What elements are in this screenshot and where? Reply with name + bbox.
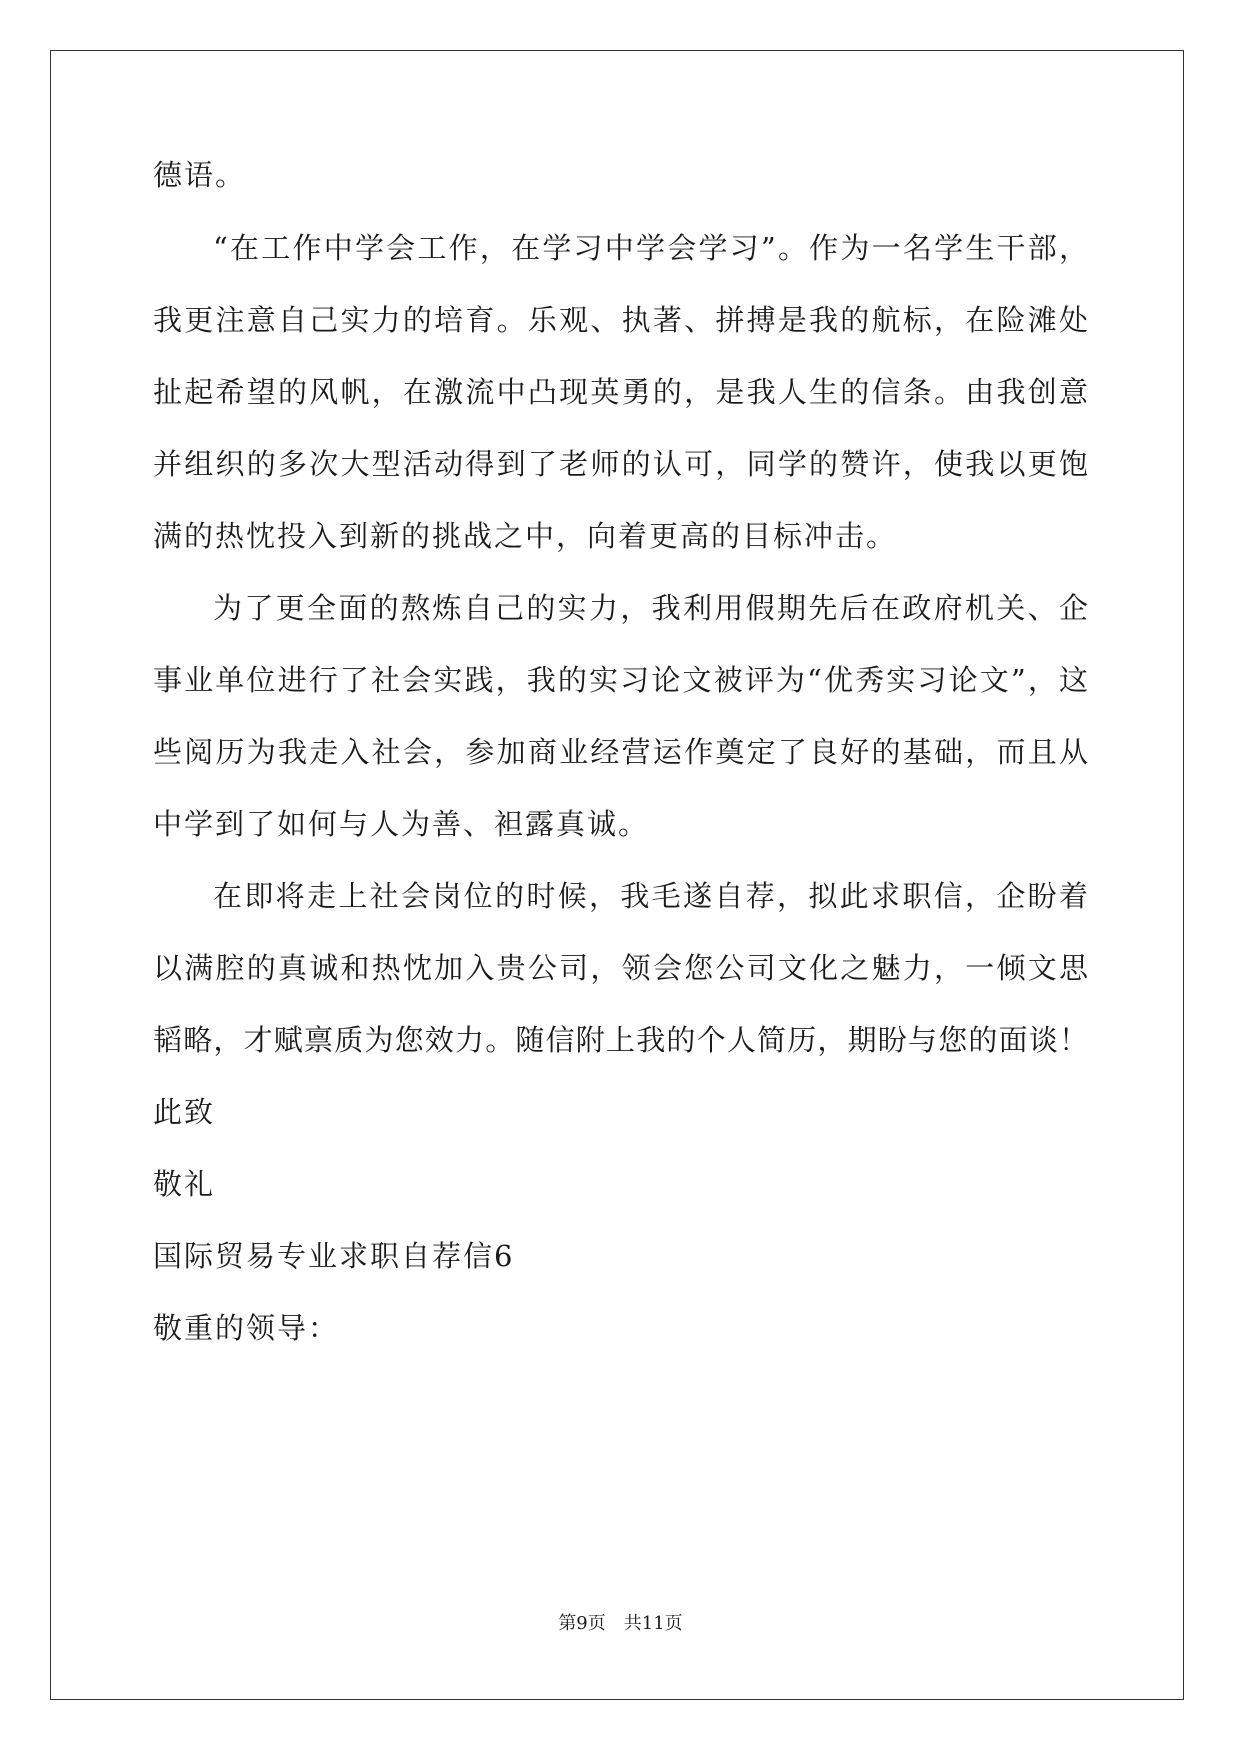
paragraph-start-line: 在即将走上社会岗位的时候，我毛遂自荐，拟此求职信，企盼着 <box>213 879 1088 913</box>
page-border <box>50 50 1184 1700</box>
page-number: 第9页 共11页 <box>558 1613 683 1634</box>
text-line: 中学到了如何与人为善、袒露真诚。 <box>153 807 650 841</box>
paragraph-start-line: “在工作中学会工作，在学习中学会学习”。作为一名学生干部， <box>213 231 1088 265</box>
letter-greeting: 敬重的领导： <box>153 1311 340 1345</box>
text-line: 满的热忱投入到新的挑战之中，向着更高的目标冲击。 <box>153 519 898 553</box>
closing-salutation: 此致 <box>153 1095 216 1129</box>
closing-regards: 敬礼 <box>153 1167 216 1201</box>
text-line: 以满腔的真诚和热忱加入贵公司，领会您公司文化之魅力，一倾文思 <box>153 951 1088 985</box>
text-line: 些阅历为我走入社会，参加商业经营运作奠定了良好的基础，而且从 <box>153 735 1088 769</box>
text-line: 扯起希望的风帆，在激流中凸现英勇的，是我人生的信条。由我创意 <box>153 375 1088 409</box>
text-line: 我更注意自己实力的培育。乐观、执著、拼搏是我的航标，在险滩处 <box>153 303 1088 337</box>
text-line: 德语。 <box>153 158 247 192</box>
text-line: 韬略，才赋禀质为您效力。随信附上我的个人简历，期盼与您的面谈！ <box>153 1023 1088 1057</box>
page-footer <box>0 1612 1241 1636</box>
text-line: 事业单位进行了社会实践，我的实习论文被评为“优秀实习论文”，这 <box>153 663 1088 697</box>
section-title: 国际贸易专业求职自荐信6 <box>153 1239 515 1273</box>
paragraph-start-line: 为了更全面的熬炼自己的实力，我利用假期先后在政府机关、企 <box>213 591 1088 625</box>
text-line: 并组织的多次大型活动得到了老师的认可，同学的赞许，使我以更饱 <box>153 447 1088 481</box>
